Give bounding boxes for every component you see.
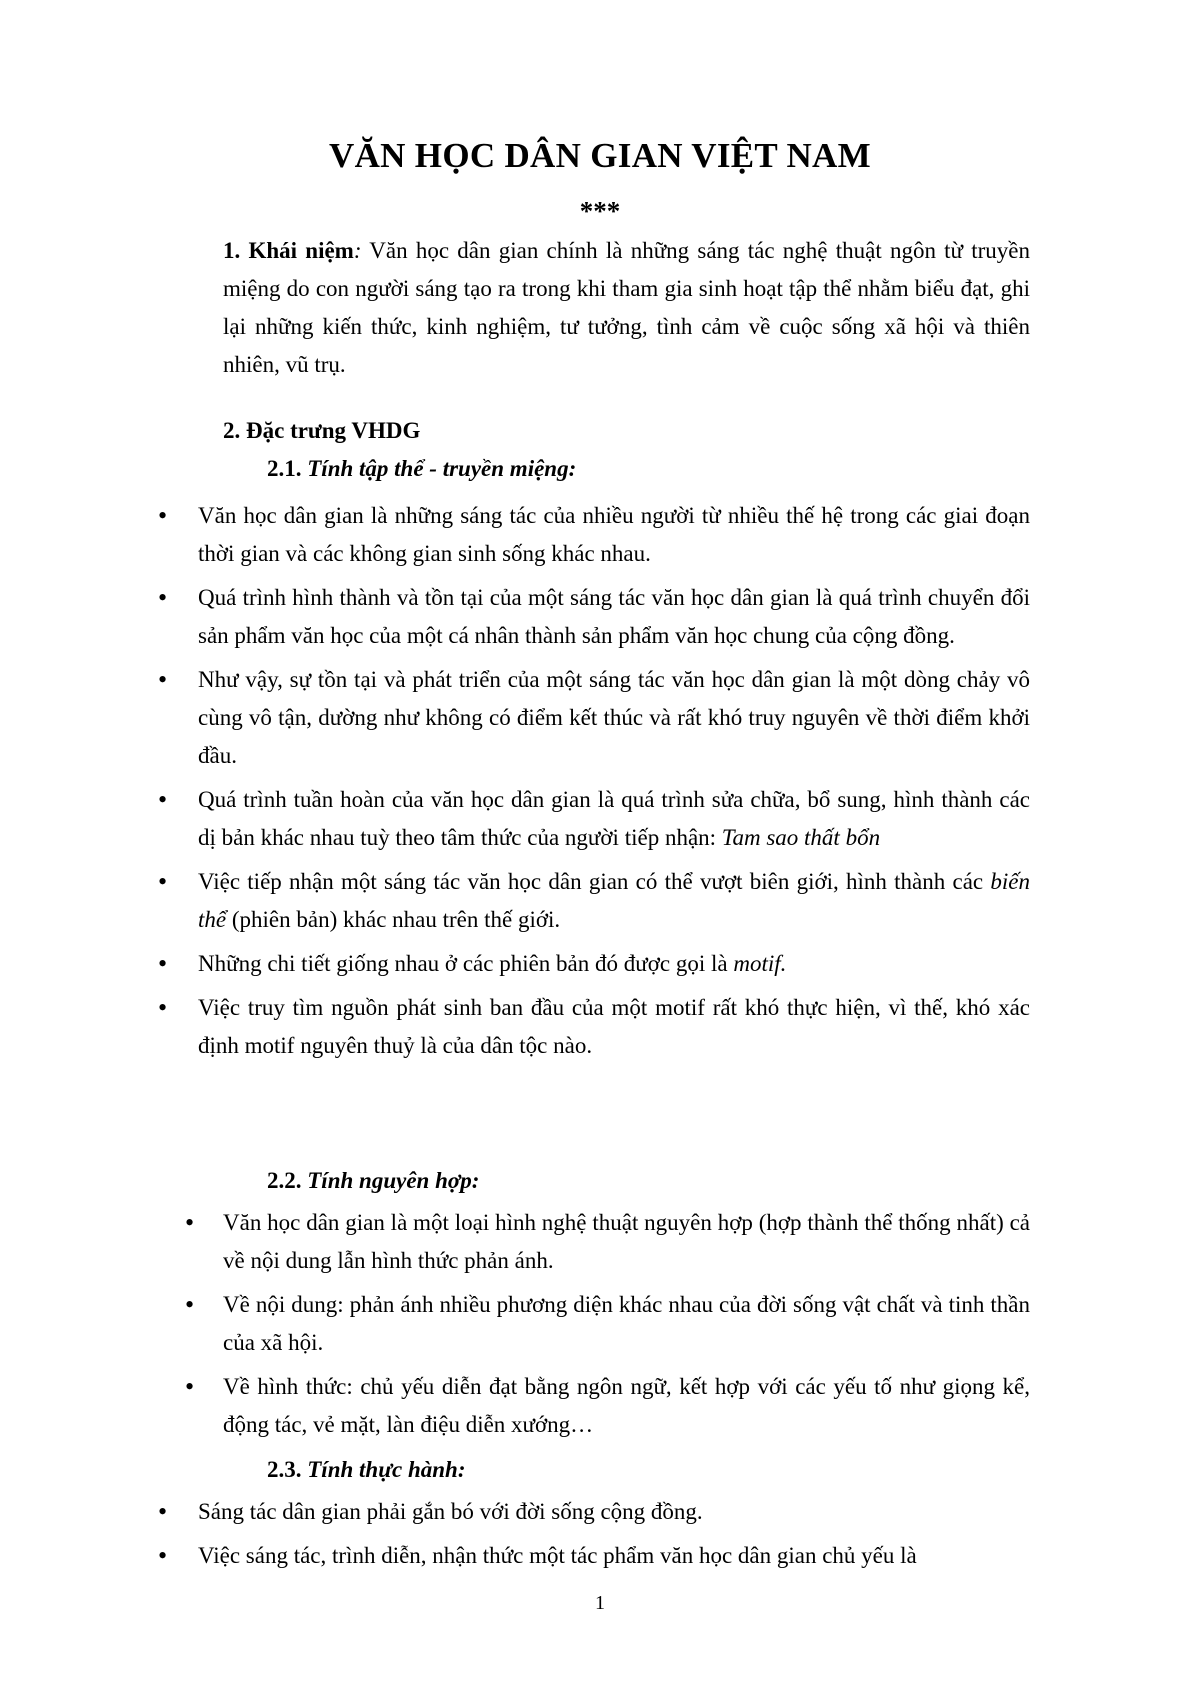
subsection-2-1-heading bbox=[267, 450, 576, 488]
list-item-text: Những chi tiết giống nhau ở các phiên bản đó được gọi là bbox=[198, 951, 734, 976]
list-item-text: Về nội dung: phản ánh nhiều phương diện khác nhau của đời sống vật chất và tinh thần của xã hội. bbox=[223, 1292, 1030, 1355]
bullet-list-2-3 bbox=[198, 1493, 1030, 1575]
list-item bbox=[198, 989, 1030, 1065]
list-item-text: Quá trình hình thành và tồn tại của một sáng tác văn học dân gian là quá trình chuyển đổi sản phẩm văn học của một cá nhân thành sản phẩm văn học chung của cộng đồng. bbox=[198, 585, 1030, 648]
list-item bbox=[198, 661, 1030, 775]
list-item-emphasis: biến thể bbox=[198, 869, 1030, 932]
document-title: VĂN HỌC DÂN GIAN VIỆT NAM bbox=[329, 136, 871, 175]
concept-label: 1. Khái niệm bbox=[223, 238, 354, 263]
subsection-2-2-heading bbox=[267, 1162, 479, 1200]
list-item-text: Việc sáng tác, trình diễn, nhận thức một tác phẩm văn học dân gian chủ yếu là bbox=[198, 1543, 917, 1568]
list-item-text: Văn học dân gian là những sáng tác của nhiều người từ nhiều thế hệ trong các giai đoạn thời gian và các không gian sinh sống khác nhau. bbox=[198, 503, 1030, 566]
subsection-2-2-title: Tính nguyên hợp: bbox=[301, 1168, 480, 1193]
list-item-text: Về hình thức: chủ yếu diễn đạt bằng ngôn ngữ, kết hợp với các yếu tố như giọng kể, động tác, vẻ mặt, làn điệu diễn xướng… bbox=[223, 1374, 1030, 1437]
list-item bbox=[198, 1493, 1030, 1531]
list-item bbox=[198, 1537, 1030, 1575]
list-item-emphasis: Tam sao thất bổn bbox=[721, 825, 881, 850]
subsection-2-1-number: 2.1. bbox=[267, 456, 302, 481]
subsection-2-2-number: 2.2. bbox=[267, 1168, 302, 1193]
section-2-heading: 2. Đặc trưng VHDG bbox=[223, 418, 421, 443]
list-item-text: Văn học dân gian là một loại hình nghệ thuật nguyên hợp (hợp thành thể thống nhất) cả về nội dung lẫn hình thức phản ánh. bbox=[223, 1210, 1030, 1273]
list-item bbox=[223, 1204, 1030, 1280]
list-item-text: Việc truy tìm nguồn phát sinh ban đầu của một motif rất khó thực hiện, vì thế, khó xác định motif nguyên thuỷ là của dân tộc nào. bbox=[198, 995, 1030, 1058]
list-item-text-end: (phiên bản) khác nhau trên thế giới. bbox=[226, 907, 561, 932]
concept-colon: : bbox=[353, 238, 362, 263]
list-item-text: Quá trình tuần hoàn của văn học dân gian là quá trình sửa chữa, bổ sung, hình thành các dị bản khác nhau tuỳ theo tâm thức của người tiếp nhận: bbox=[198, 787, 1030, 850]
subsection-2-3-number: 2.3. bbox=[267, 1457, 302, 1482]
page-number: 1 bbox=[595, 1592, 605, 1614]
subsection-2-3-heading bbox=[267, 1451, 465, 1489]
subsection-2-1-title: Tính tập thể - truyền miệng: bbox=[301, 456, 577, 481]
list-item bbox=[198, 863, 1030, 939]
list-item bbox=[223, 1368, 1030, 1444]
list-item-emphasis: motif. bbox=[733, 951, 787, 976]
subsection-2-3-title: Tính thực hành: bbox=[301, 1457, 466, 1482]
list-item bbox=[223, 1286, 1030, 1362]
list-item bbox=[198, 945, 1030, 983]
bullet-list-2-1 bbox=[198, 497, 1030, 1065]
list-item-text: Việc tiếp nhận một sáng tác văn học dân gian có thể vượt biên giới, hình thành các bbox=[198, 869, 991, 894]
concept-text: Văn học dân gian chính là những sáng tác nghệ thuật ngôn từ truyền miệng do con người sáng tạo ra trong khi tham gia sinh hoạt tập thể nhằm biểu đạt, ghi lại những kiến thức, kinh nghiệm, tư tưởng, tình cảm về cuộc sống xã hội và thiên nhiên, vũ trụ. bbox=[223, 238, 1031, 377]
list-item bbox=[198, 781, 1030, 857]
list-item-text: Sáng tác dân gian phải gắn bó với đời sống cộng đồng. bbox=[198, 1499, 703, 1524]
bullet-list-2-2 bbox=[223, 1204, 1030, 1444]
concept-paragraph bbox=[223, 232, 1030, 384]
list-item-text: Như vậy, sự tồn tại và phát triển của một sáng tác văn học dân gian là một dòng chảy vô cùng vô tận, dường như không có điểm kết thúc và rất khó truy nguyên về thời điểm khởi đầu. bbox=[198, 667, 1030, 768]
list-item bbox=[198, 497, 1030, 573]
list-item bbox=[198, 579, 1030, 655]
title-separator: *** bbox=[579, 196, 621, 226]
